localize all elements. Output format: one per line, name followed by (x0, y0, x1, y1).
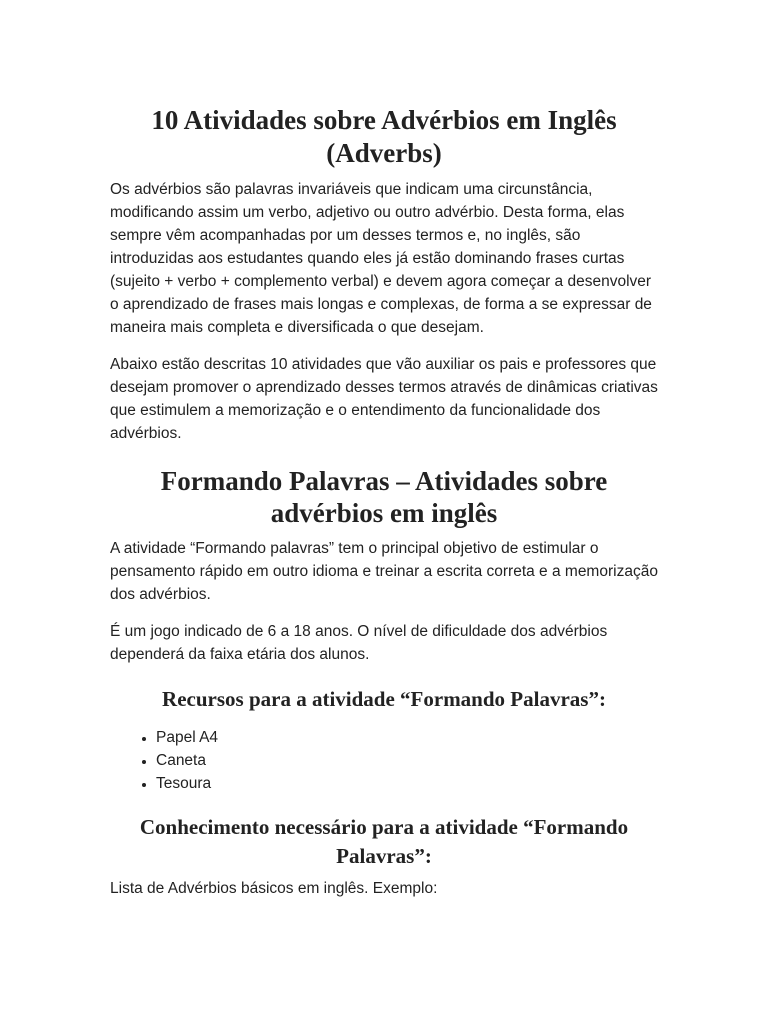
formando-paragraph-2: É um jogo indicado de 6 a 18 anos. O nível de dificuldade dos advérbios dependerá da faixa etária dos alunos. (110, 623, 608, 663)
document-title: 10 Atividades sobre Advérbios em Inglês (Adverbs) (151, 105, 617, 168)
conhecimento-paragraph: Lista de Advérbios básicos em inglês. Exemplo: (110, 880, 438, 897)
section-heading-conhecimento: Conhecimento necessário para a atividade “Formando Palavras”: (139, 815, 629, 868)
recursos-list (110, 726, 658, 795)
list-item: • Caneta (156, 749, 658, 772)
intro-paragraph-1: Os advérbios são palavras invariáveis que indicam uma circunstância, modificando assim um verbo, adjetivo ou outro advérbio. Desta forma, elas sempre vêm acompanhadas por um desses termos e, no inglês, são introduzidas aos estudantes quando eles já estão dominando frases curtas (sujeito + verbo + complemento verbal) e devem agora começar a desenvolver o aprendizado de frases mais longas e complexas, de forma a se expressar de maneira mais completa e diversificada o que desejam. (110, 181, 652, 336)
section-heading-recursos: Recursos para a atividade “Formando Palavras”: (162, 687, 606, 711)
formando-paragraph-1: A atividade “Formando palavras” tem o principal objetivo de estimular o pensamento rápido em outro idioma e treinar a escrita correta e a memorização dos advérbios. (110, 540, 658, 603)
list-item: • Tesoura (156, 772, 658, 795)
intro-paragraph-2: Abaixo estão descritas 10 atividades que vão auxiliar os pais e professores que desejam promover o aprendizado desses termos através de dinâmicas criativas que estimulem a memorização e o entendimento da funcionalidade dos advérbios. (110, 356, 658, 442)
section-heading-formando: Formando Palavras – Atividades sobre advérbios em inglês (160, 466, 608, 528)
list-item: • Papel A4 (156, 726, 658, 749)
